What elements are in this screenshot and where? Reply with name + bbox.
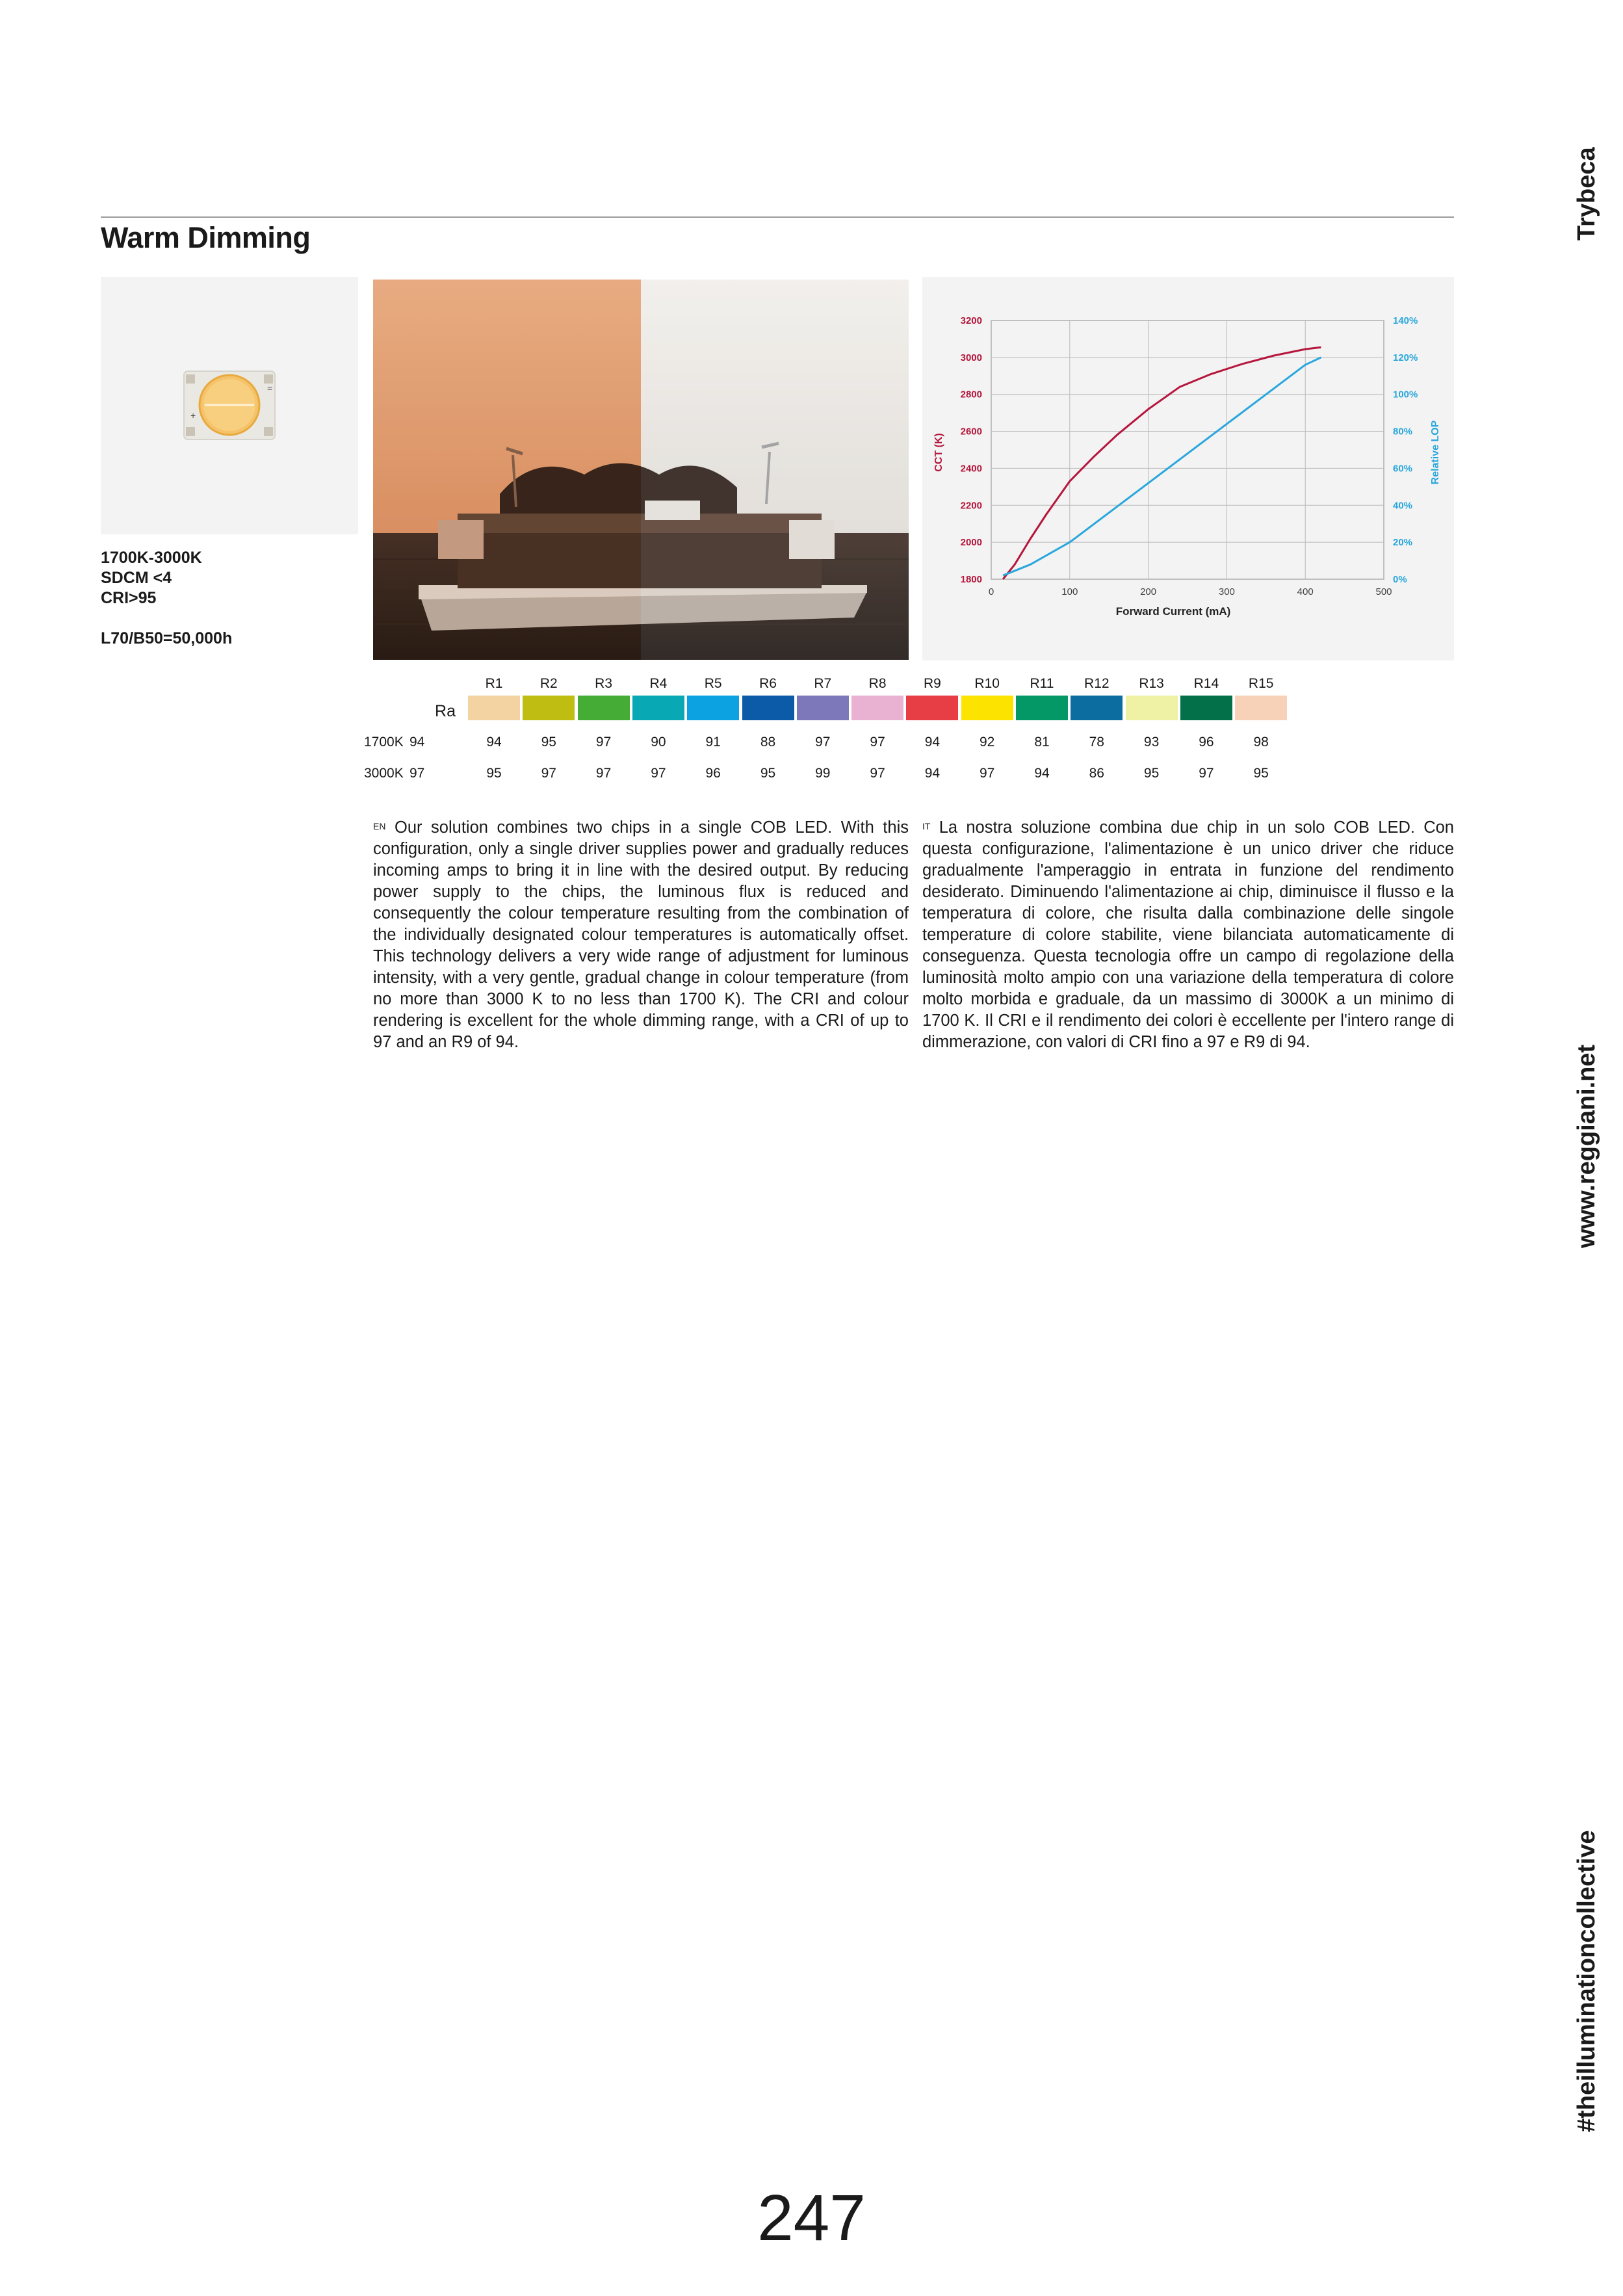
cri-value: 97 — [595, 766, 612, 781]
cri-swatch — [523, 696, 575, 720]
y2-tick-label: 140% — [1393, 315, 1418, 326]
cct-line — [1003, 347, 1321, 579]
cob-chip-image — [101, 277, 358, 534]
y2-axis-label: Relative LOP — [1430, 420, 1441, 485]
cri-swatch — [632, 696, 684, 720]
y-axis-label: CCT (K) — [933, 433, 944, 472]
cri-header: R7 — [814, 676, 832, 691]
plot-frame — [991, 320, 1384, 579]
y2-tick-label: 120% — [1393, 352, 1418, 363]
section-title: Warm Dimming — [101, 221, 311, 254]
x-tick-label: 500 — [1375, 586, 1392, 597]
y-tick-label: 2000 — [960, 537, 982, 549]
cri-swatch — [468, 696, 520, 720]
cri-header: R9 — [923, 676, 941, 691]
cri-value: 81 — [1034, 735, 1050, 750]
ra-label: Ra — [435, 702, 456, 720]
x-tick-label: 400 — [1297, 586, 1314, 597]
cri-row-ra: 94 — [409, 735, 425, 750]
y-tick-label: 2800 — [960, 389, 982, 400]
description-en — [373, 817, 909, 1053]
page-number: 247 — [757, 2182, 866, 2254]
specs-list — [101, 548, 232, 649]
cri-value: 97 — [1199, 766, 1214, 781]
lang-tag-it: IT — [922, 821, 931, 831]
y2-tick-label: 60% — [1393, 463, 1413, 475]
cri-value: 97 — [870, 735, 885, 750]
section-divider — [101, 216, 1454, 218]
cri-swatch — [1071, 696, 1123, 720]
svg-text:+: + — [190, 410, 196, 421]
y2-tick-label: 40% — [1393, 500, 1413, 512]
y-tick-label: 2600 — [960, 426, 982, 437]
y2-tick-label: 100% — [1393, 389, 1418, 400]
cri-value: 97 — [870, 766, 885, 781]
cri-swatch — [1126, 696, 1178, 720]
description-it — [922, 817, 1454, 1053]
cri-header: R10 — [974, 676, 1000, 691]
cri-swatch — [687, 696, 739, 720]
y2-tick-label: 0% — [1393, 574, 1407, 585]
spec-sdcm: SDCM <4 — [101, 569, 172, 587]
cri-value: 95 — [1143, 766, 1160, 781]
cri-header: R5 — [704, 676, 722, 691]
y2-tick-label: 20% — [1393, 537, 1413, 549]
cri-value: 99 — [815, 766, 831, 781]
cri-swatch — [906, 696, 958, 720]
cri-value: 88 — [760, 735, 776, 750]
cri-value: 94 — [1034, 766, 1050, 781]
y-tick-label: 1800 — [960, 574, 982, 585]
y-tick-label: 2200 — [960, 500, 982, 512]
cri-value: 90 — [651, 735, 666, 750]
spec-lifetime: L70/B50=50,000h — [101, 629, 233, 647]
cri-value: 96 — [705, 766, 721, 781]
cri-value: 92 — [980, 735, 995, 750]
cri-header: R14 — [1193, 676, 1219, 691]
y2-tick-label: 80% — [1393, 426, 1413, 437]
brand-label: Trybeca — [1573, 147, 1600, 241]
cri-swatch — [742, 696, 794, 720]
x-tick-label: 0 — [988, 586, 994, 597]
cri-value: 97 — [541, 766, 556, 781]
cri-row-ra: 97 — [409, 766, 425, 781]
cri-value: 93 — [1143, 735, 1160, 750]
cri-value: 91 — [705, 735, 721, 750]
cri-swatch — [1180, 696, 1232, 720]
cri-header: R4 — [649, 676, 668, 691]
spec-cri: CRI>95 — [101, 589, 157, 607]
svg-text:=: = — [267, 383, 273, 393]
cri-header: R12 — [1084, 676, 1110, 691]
x-tick-label: 300 — [1218, 586, 1235, 597]
cri-swatch — [1016, 696, 1068, 720]
cri-header: R2 — [539, 676, 558, 691]
cri-value: 95 — [541, 735, 556, 750]
cri-value: 98 — [1253, 735, 1269, 750]
cri-value: 97 — [980, 766, 995, 781]
spec-cct-range: 1700K-3000K — [101, 549, 202, 567]
x-axis-label: Forward Current (mA) — [1115, 605, 1231, 618]
y-tick-label: 2400 — [960, 463, 982, 475]
description-en-body: Our solution combines two chips in a single COB LED. With this configuration, only a single driver supplies power and gradually reduces incoming amps to bring it in line with the desired output. By reducing power supply to the chips, the luminous flux is reduced and consequently the colour temperature resulting from the combination of the individually designated colour temperatures is automatically offset. This technology delivers a very wide range of adjustment for luminous intensity, with a very gentle, gradual change in colour temperature (from no more than 3000 K to no less than 1700 K). The CRI and colour rendering is excellent for the whole dimming range, with a CRI of up to 97 and an R9 of 94. — [373, 818, 909, 1051]
description-it-body: La nostra soluzione combina due chip in un solo COB LED. Con questa configurazione, l'alimentazione è un unico driver che riduce gradualmente l'amperaggio in entrata in funzione del rendimento desiderato. Diminuendo l'alimentazione ai chip, diminuisce il flusso e la temperatura di colore, che risulta dalla combinazione delle singole temperature di colore stabilite, viene bilanciata automaticamente di conseguenza. Questa tecnologia offre un campo di regolazione della luminosità molto ampio con una variazione della temperatura di colore molto morbida e graduale, da un massimo di 3000K a un minimo di 1700 K. Il CRI e il rendimento dei colori è eccellente per l'intero range di dimmerazione, con valori di CRI fino a 97 e R9 di 94. — [922, 818, 1454, 1051]
cri-value: 94 — [924, 735, 941, 750]
cri-value: 78 — [1089, 735, 1104, 750]
cri-value: 96 — [1199, 735, 1214, 750]
cri-header: R11 — [1030, 676, 1054, 691]
cri-value: 94 — [486, 735, 502, 750]
chart-svg — [922, 277, 1454, 660]
website-label[interactable]: www.reggiani.net — [1573, 1044, 1600, 1248]
cri-row-label: 1700K — [364, 735, 404, 750]
y-tick-label: 3000 — [960, 352, 982, 363]
cri-header: R15 — [1248, 676, 1274, 691]
cri-header: R6 — [759, 676, 777, 691]
cri-header: R1 — [485, 676, 503, 691]
cri-swatch — [797, 696, 849, 720]
relative-lop-line — [1003, 358, 1321, 575]
cri-value: 95 — [760, 766, 776, 781]
cri-header: R8 — [868, 676, 887, 691]
cri-value: 94 — [924, 766, 941, 781]
lang-tag-en: EN — [373, 821, 386, 831]
cri-value: 95 — [486, 766, 502, 781]
hashtag-label: #theilluminationcollective — [1573, 1830, 1600, 2132]
cri-table — [364, 676, 1306, 793]
x-tick-label: 200 — [1140, 586, 1157, 597]
cri-value: 86 — [1089, 766, 1104, 781]
cri-swatch — [961, 696, 1013, 720]
cri-value: 97 — [595, 735, 612, 750]
cri-swatch — [578, 696, 630, 720]
cri-row-label: 3000K — [364, 766, 404, 781]
cri-value: 97 — [651, 766, 666, 781]
cri-value: 95 — [1253, 766, 1269, 781]
bedroom-photo — [373, 280, 909, 660]
y-tick-label: 3200 — [960, 315, 982, 326]
cct-lop-chart — [922, 277, 1454, 660]
cri-swatch — [1235, 696, 1287, 720]
cri-value: 97 — [815, 735, 831, 750]
x-tick-label: 100 — [1061, 586, 1078, 597]
cri-swatch — [851, 696, 903, 720]
cri-header: R3 — [595, 676, 613, 691]
cri-header: R13 — [1139, 676, 1164, 691]
